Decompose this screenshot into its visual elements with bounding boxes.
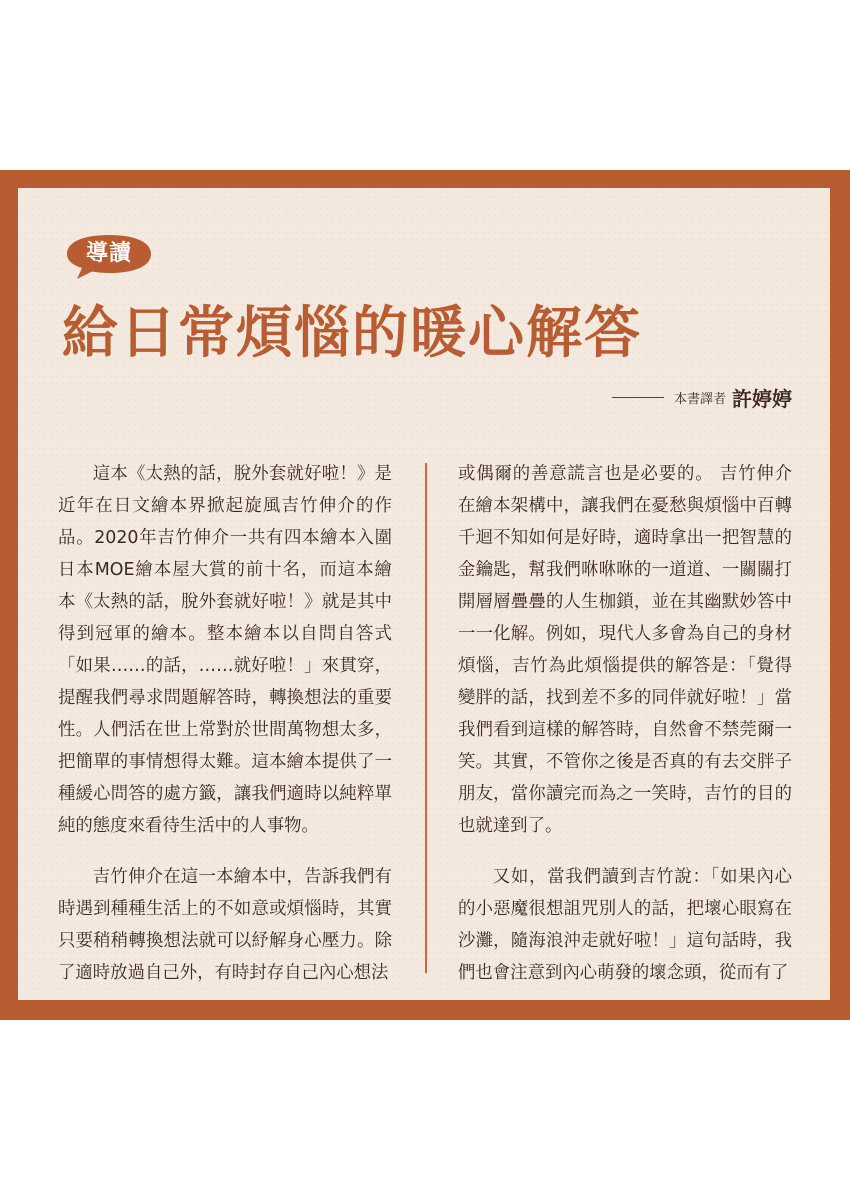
byline-dash xyxy=(612,397,664,398)
paragraph: 這本《太熱的話，脫外套就好啦！》是近年在日文繪本界掀起旋風吉竹伸介的作品。2020年吉竹伸介一共有四本繪本入圍日本MOE繪本屋大賞的前十名，而這本繪本《太熱的話，脫外套就好啦！》就是其中得到冠軍的繪本。整本繪本以自問自答式「如果……的話，……就好啦！」來貫穿，提醒我們尋求問題解答時，轉換想法的重要性。人們活在世上常對於世間萬物想太多，把簡單的事情想得太難。這本繪本提供了一種緩心問答的處方籤，讓我們適時以純粹單純的態度來看待生活中的人事物。 xyxy=(58,464,392,836)
paragraph: 吉竹伸介在這一本繪本中，告訴我們有時遇到種種生活上的不如意或煩惱時，其實只要稍稍轉換想法就可以紓解身心壓力。除了適時放過自己外，有時封存自己內心想法 xyxy=(58,867,392,983)
paragraph: 或偶爾的善意謊言也是必要的。 吉竹伸介在繪本架構中，讓我們在憂愁與煩惱中百轉千迴不知如何是好時，適時拿出一把智慧的金鑰匙，幫我們咻咻咻的一道道、一關關打開層層疊疊的人生枷鎖，並在其幽默妙答中一一化解。例如，現代人多會為自己的身材煩惱，吉竹為此煩惱提供的解答是：「覺得變胖的話，找到差不多的同伴就好啦！」當我們看到這樣的解答時，自然會不禁莞爾一笑。其實，不管你之後是否真的有去交胖子朋友，當你讀完而為之一笑時，吉竹的目的也就達到了。 xyxy=(458,464,792,836)
paragraph: 又如，當我們讀到吉竹說：「如果內心的小惡魔很想詛咒別人的話，把壞心眼寫在沙灘，隨海浪沖走就好啦！」這句話時，我們也會注意到內心萌發的壞念頭，從而有了 xyxy=(458,867,792,983)
section-badge xyxy=(65,232,153,280)
column-divider xyxy=(425,463,427,973)
byline-role: 本書譯者 xyxy=(673,392,726,407)
byline-name: 許婷婷 xyxy=(732,387,792,411)
byline xyxy=(612,383,792,412)
page-title: 給日常煩惱的暖心解答 xyxy=(62,301,642,366)
badge-label: 導讀 xyxy=(85,241,132,266)
right-column xyxy=(458,458,792,989)
left-column xyxy=(58,458,392,989)
